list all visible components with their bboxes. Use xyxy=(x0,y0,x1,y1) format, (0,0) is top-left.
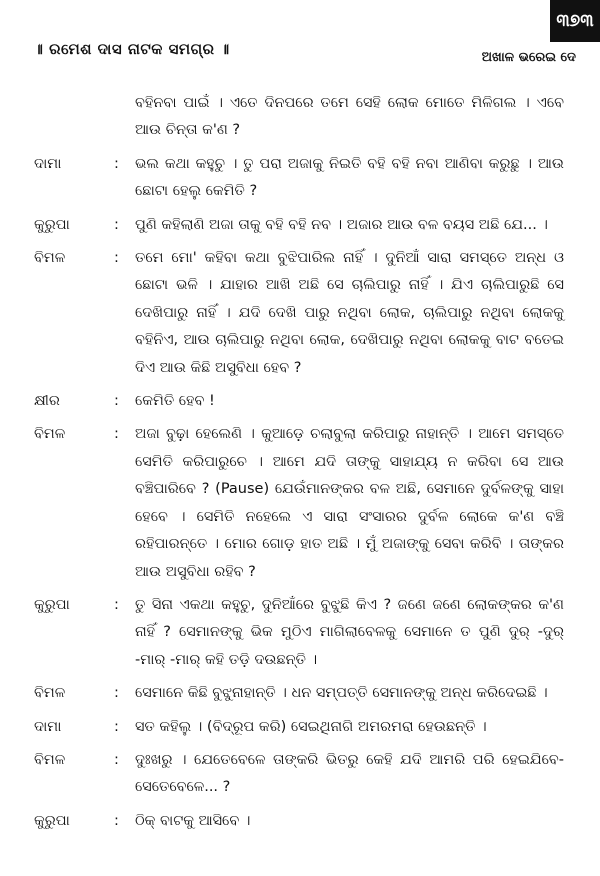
speaker-name: ଦାମା xyxy=(34,155,62,172)
page-number-tab xyxy=(550,0,600,42)
dialogue-line xyxy=(34,808,564,835)
speaker-colon: : xyxy=(114,718,119,735)
dialogue-line xyxy=(34,388,564,415)
speech-text: ସେମାନେ କିଛି ବୁଝୁନାହାନ୍ତି । ଧନ ସମ୍ପତ୍ତି ସେମାନଙ୍କୁ ଅନ୍ଧ କରିଦେଇଛି । xyxy=(135,685,548,702)
speaker-name: ଦାମା xyxy=(34,718,62,735)
speaker-colon: : xyxy=(114,216,119,233)
speaker-colon: : xyxy=(114,751,119,768)
dialogue-line xyxy=(34,592,564,674)
speech-text: ତୁ ସିନା ଏକଥା କହୁଚୁ, ଦୁନିଆଁରେ ବୁଝୁଛି କିଏ ? ଜଣେ ଜଣେ ଲୋକଙ୍କର କ'ଣ ନାହିଁ ? ସେମାନଙ୍କୁ ଭିକ ମୁଠିଏ ମାଗିଲାବେଳକୁ ସେମାନେ ତ ପୁଣି ଦୁର୍ -ଦୁର୍ -ମାର୍ -ମାର୍ କହି ତଡ଼ି ଦଉଛନ୍ତି । xyxy=(135,596,564,668)
speaker-colon: : xyxy=(114,685,119,702)
speaker-name: କ୍ଷୀର xyxy=(34,393,60,410)
speech-text: ଠିକ୍ ବାଟକୁ ଆସିବେ । xyxy=(135,812,251,829)
speech-text: ସତ କହିଲୁ । (ବିଦ୍ରୂପ କରି) ସେଇଥିନାଗି ଅମରମରା ହେଉଛନ୍ତି । xyxy=(135,718,487,735)
page-number: ୩୭୩ xyxy=(556,11,594,31)
speaker-name: ବିମଳ xyxy=(34,426,66,443)
speaker-name: ବିମଳ xyxy=(34,751,66,768)
speaker-name: କୁରୁପା xyxy=(34,216,70,233)
speaker-colon: : xyxy=(114,155,119,172)
speaker-name: କୁରୁପା xyxy=(34,596,70,613)
speaker-colon xyxy=(114,90,135,145)
speech-text: ପୁଣି କହିଲାଣି ଅଜା ତାକୁ ବହି ବହି ନବ । ଅଜାର ଆଉ ବଳ ବୟସ ଅଛି ଯେ... । xyxy=(135,216,548,233)
speaker-name xyxy=(34,90,114,145)
dialogue-line xyxy=(34,714,564,741)
dialogue-line xyxy=(34,747,564,802)
dialogue-line xyxy=(34,90,564,145)
speech-text: ଅଜା ବୁଢ଼ା ହେଲେଣି । କୁଆଡ଼େ ଚଲାବୁଲା କରିପାରୁ ନାହାନ୍ତି । ଆମେ ସମସ୍ତେ ସେମିତି କରିପାରୁଚେ । ଆମେ ଯଦି ତାଙ୍କୁ ସାହାଯ୍ୟ ନ କରିବା ସେ ଆଉ ବଞ୍ଚିପାରିବେ ? (Pause) ଯେଉଁମାନଙ୍କର ବଳ ଅଛି, ସେମାନେ ଦୁର୍ବଳଙ୍କୁ ସାହା ହେବେ । ସେମିତି ନହେଲେ ଏ ସାରା ସଂସାରର ଦୁର୍ବଳ ଲୋକେ କ'ଣ ବଞ୍ଚି ରହିପାରନ୍ତେ । ମୋର ଗୋଡ଼ ହାତ ଅଛି । ମୁଁ ଅଜାଙ୍କୁ ସେବା କରିବି । ତାଙ୍କର ଆଉ ଅସୁବିଧା ରହିବ ? xyxy=(135,426,564,580)
dialogue-line xyxy=(34,151,564,206)
book-title: ॥ ରମେଶ ଦାସ ନାଟକ ସମଗ୍ର ॥ xyxy=(34,40,230,58)
speaker-name: କୁରୁପା xyxy=(34,812,70,829)
dialogue-line xyxy=(34,680,564,707)
speaker-colon: : xyxy=(114,250,119,267)
dialogue-block xyxy=(34,90,564,835)
dialogue-line xyxy=(34,212,564,239)
speaker-name: ବିମଳ xyxy=(34,250,66,267)
speaker-colon: : xyxy=(114,596,119,613)
dialogue-line xyxy=(34,245,564,382)
speech-text: ବହିନବା ପାଇଁ । ଏତେ ଦିନପରେ ତମେ ସେହି ଲୋକ ମୋତେ ମିଳିଗଲ । ଏବେ ଆଉ ଚିନ୍ତା କ'ଣ ? xyxy=(135,95,564,139)
speaker-colon: : xyxy=(114,812,119,829)
speech-text: କେମିତି ହେବ ! xyxy=(135,393,215,410)
speech-text: ଭଲ କଥା କହୁଚୁ । ତୁ ପରା ଅଜାକୁ ନିଇତି ବହି ବହି ନବା ଆଣିବା କରୁଛୁ । ଆଉ ଛୋଟା ହେଲୁ କେମିତି ? xyxy=(135,155,564,200)
running-head-author: ଅଖାଳ ଭରେଇ ଦେ xyxy=(481,50,576,65)
speaker-colon: : xyxy=(114,426,119,443)
speech-text: ତମେ ମୋ' କହିବା କଥା ବୁଝିପାରିଲ ନାହିଁ । ଦୁନିଆଁ ସାରା ସମସ୍ତେ ଅନ୍ଧ ଓ ଛୋଟା ଭଳି । ଯାହାର ଆଖି ଅଛି ସେ ଚାଲିପାରୁ ନାହିଁ । ଯିଏ ଚାଲିପାରୁଛି ସେ ଦେଖିପାରୁ ନାହିଁ । ଯଦି ଦେଖି ପାରୁ ନଥିବା ଲୋକ, ଚାଲିପାରୁ ନଥିବା ଲୋକକୁ ବହିନିଏ, ଆଉ ଚାଲିପାରୁ ନଥିବା ଲୋକ, ଦେଖିପାରୁ ନଥିବା ଲୋକକୁ ବାଟ ବତେଇ ଦିଏ ଆଉ କିଛି ଅସୁବିଧା ହେବ ? xyxy=(135,250,564,376)
speaker-name: ବିମଳ xyxy=(34,685,66,702)
speaker-colon: : xyxy=(114,393,119,410)
dialogue-line xyxy=(34,421,564,585)
speech-text: ଦୁଃଖରୁ । ଯେତେବେଳେ ତାଙ୍କରି ଭିତରୁ କେହି ଯଦି ଆମରି ପରି ହେଇଯିବେ- ସେତେବେଳେ... ? xyxy=(135,751,564,796)
